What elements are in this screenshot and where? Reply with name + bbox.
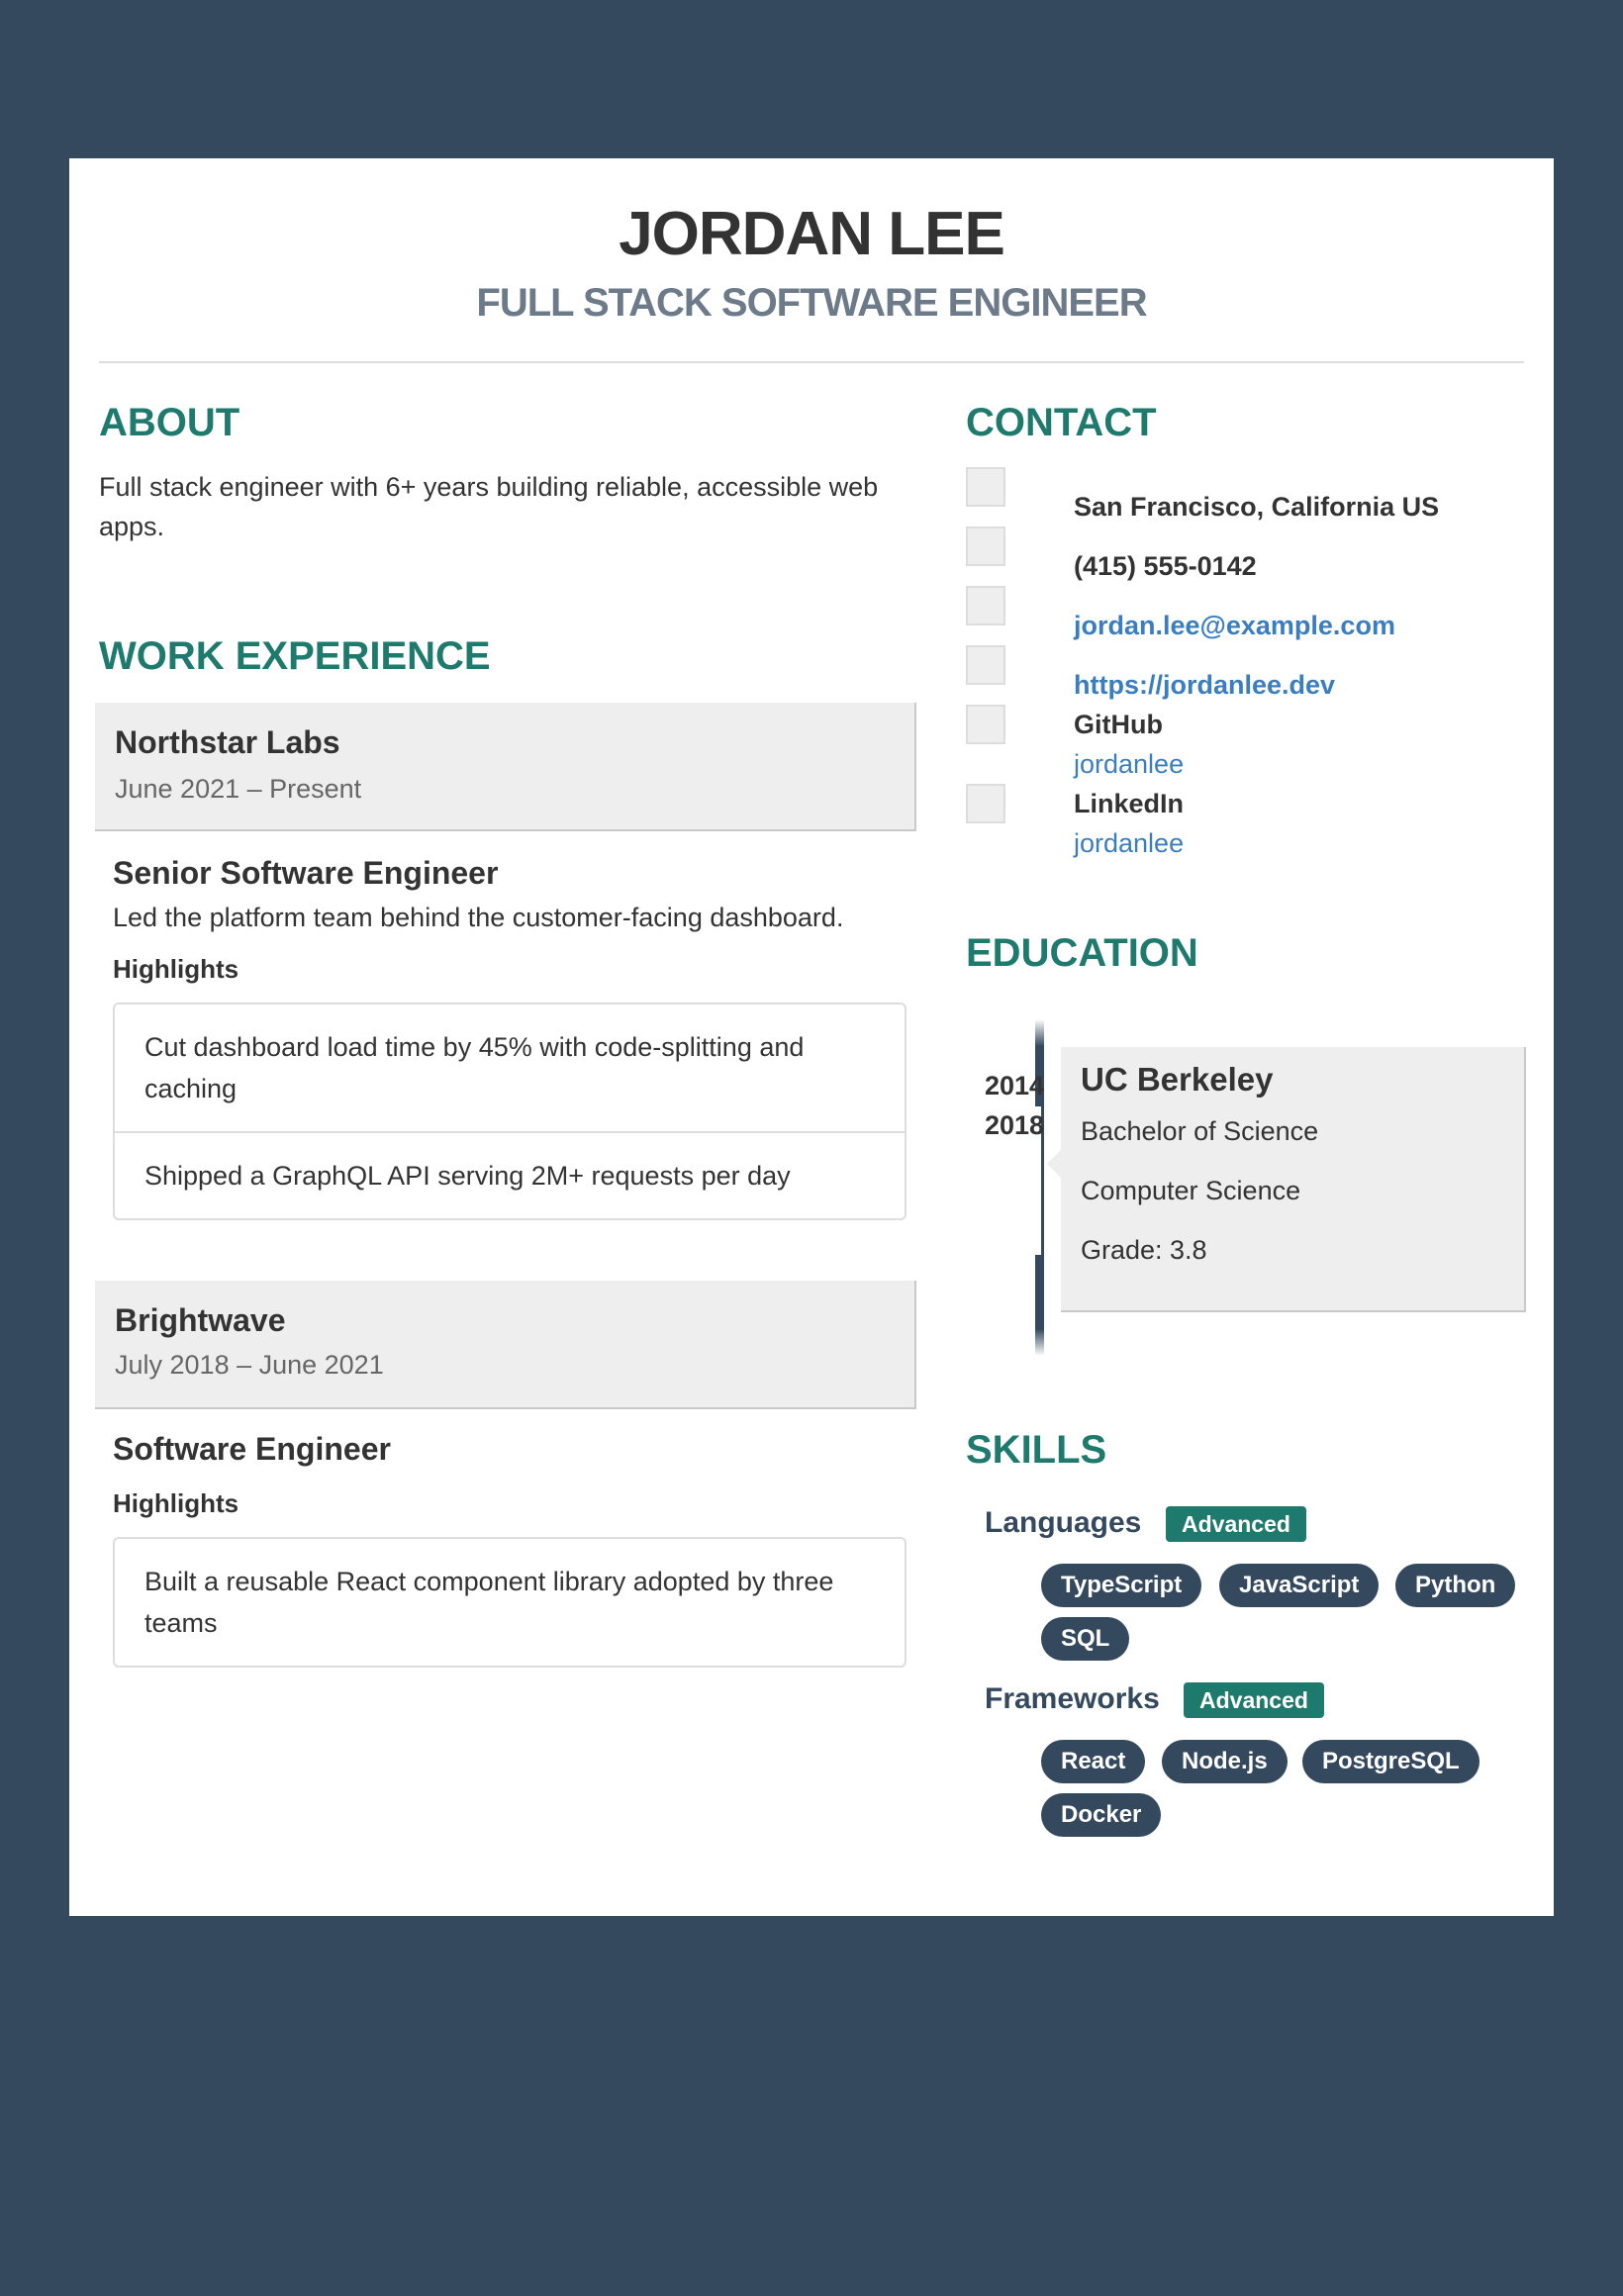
resume-header (99, 158, 1524, 363)
about-summary: Full stack engineer with 6+ years building reliable, accessible web apps. (99, 472, 879, 541)
edu-end-year: 2018 (985, 1110, 1045, 1140)
skill-group-name: Frameworks (985, 1682, 1160, 1715)
phone-icon (966, 526, 1005, 566)
skill-keyword-pill: SQL (1041, 1617, 1129, 1661)
job-label: FULL STACK SOFTWARE ENGINEER (476, 281, 1147, 325)
contact-website-link[interactable]: https://jordanlee.dev (1074, 670, 1336, 700)
skill-group-name: Languages (985, 1506, 1142, 1539)
job-summary: Led the platform team behind the customer-facing dashboard. (113, 903, 844, 932)
edu-institution: UC Berkeley (1081, 1061, 1274, 1098)
skill-keyword-pill: TypeScript (1041, 1564, 1201, 1607)
edu-grade: Grade: 3.8 (1081, 1235, 1207, 1265)
skill-keyword-pill: Node.js (1162, 1740, 1288, 1783)
profile-username-link[interactable]: jordanlee (1074, 828, 1185, 858)
skill-level-badge: Advanced (1166, 1506, 1306, 1542)
education-section-title: EDUCATION (966, 931, 1198, 975)
about-section-title: ABOUT (99, 401, 240, 444)
github-icon (966, 705, 1005, 744)
highlights-title: Highlights (113, 954, 239, 984)
highlight-item: Built a reusable React component library adopted by three teams (144, 1567, 834, 1638)
edu-card-pointer (1047, 1150, 1061, 1178)
skill-keyword-pill: React (1041, 1740, 1145, 1783)
highlights-list (113, 1537, 907, 1668)
location-icon (966, 467, 1005, 507)
job-header (95, 1281, 916, 1409)
skill-level-badge: Advanced (1184, 1682, 1324, 1718)
job-header (95, 703, 916, 831)
job-dates: June 2021 – Present (115, 774, 362, 804)
edu-start-year: 2014 (985, 1071, 1045, 1100)
highlights-list (113, 1003, 907, 1220)
contact-email-link[interactable]: jordan.lee@example.com (1074, 611, 1395, 640)
profile-network: LinkedIn (1074, 789, 1185, 818)
edu-study-type: Bachelor of Science (1081, 1116, 1319, 1146)
highlight-item: Cut dashboard load time by 45% with code-splitting and caching (115, 1004, 905, 1133)
skill-keyword-pill: PostgreSQL (1302, 1740, 1480, 1783)
highlight-item: Shipped a GraphQL API serving 2M+ requests per day (144, 1161, 791, 1191)
highlights-title: Highlights (113, 1488, 239, 1518)
work-section-title: WORK EXPERIENCE (99, 634, 491, 678)
website-icon (966, 645, 1005, 685)
skills-section-title: SKILLS (966, 1428, 1107, 1472)
job-company: Northstar Labs (115, 724, 340, 760)
profile-network: GitHub (1074, 710, 1163, 739)
skill-keyword-pill: JavaScript (1219, 1564, 1379, 1607)
contact-phone: (415) 555-0142 (1074, 551, 1257, 581)
job-position: Senior Software Engineer (113, 855, 499, 891)
edu-area: Computer Science (1081, 1176, 1301, 1205)
education-card (1061, 1047, 1526, 1312)
contact-section-title: CONTACT (966, 401, 1157, 444)
job-dates: July 2018 – June 2021 (115, 1350, 384, 1380)
linkedin-icon (966, 784, 1005, 823)
job-position: Software Engineer (113, 1431, 391, 1467)
email-icon (966, 586, 1005, 625)
skill-keyword-pill: Python (1395, 1564, 1515, 1607)
skill-keyword-pill: Docker (1041, 1793, 1161, 1837)
resume-page (69, 158, 1554, 1916)
contact-location: San Francisco, California US (1074, 492, 1440, 522)
name-heading: JORDAN LEE (619, 200, 1004, 268)
profile-username-link[interactable]: jordanlee (1074, 749, 1185, 779)
job-company: Brightwave (115, 1302, 286, 1338)
